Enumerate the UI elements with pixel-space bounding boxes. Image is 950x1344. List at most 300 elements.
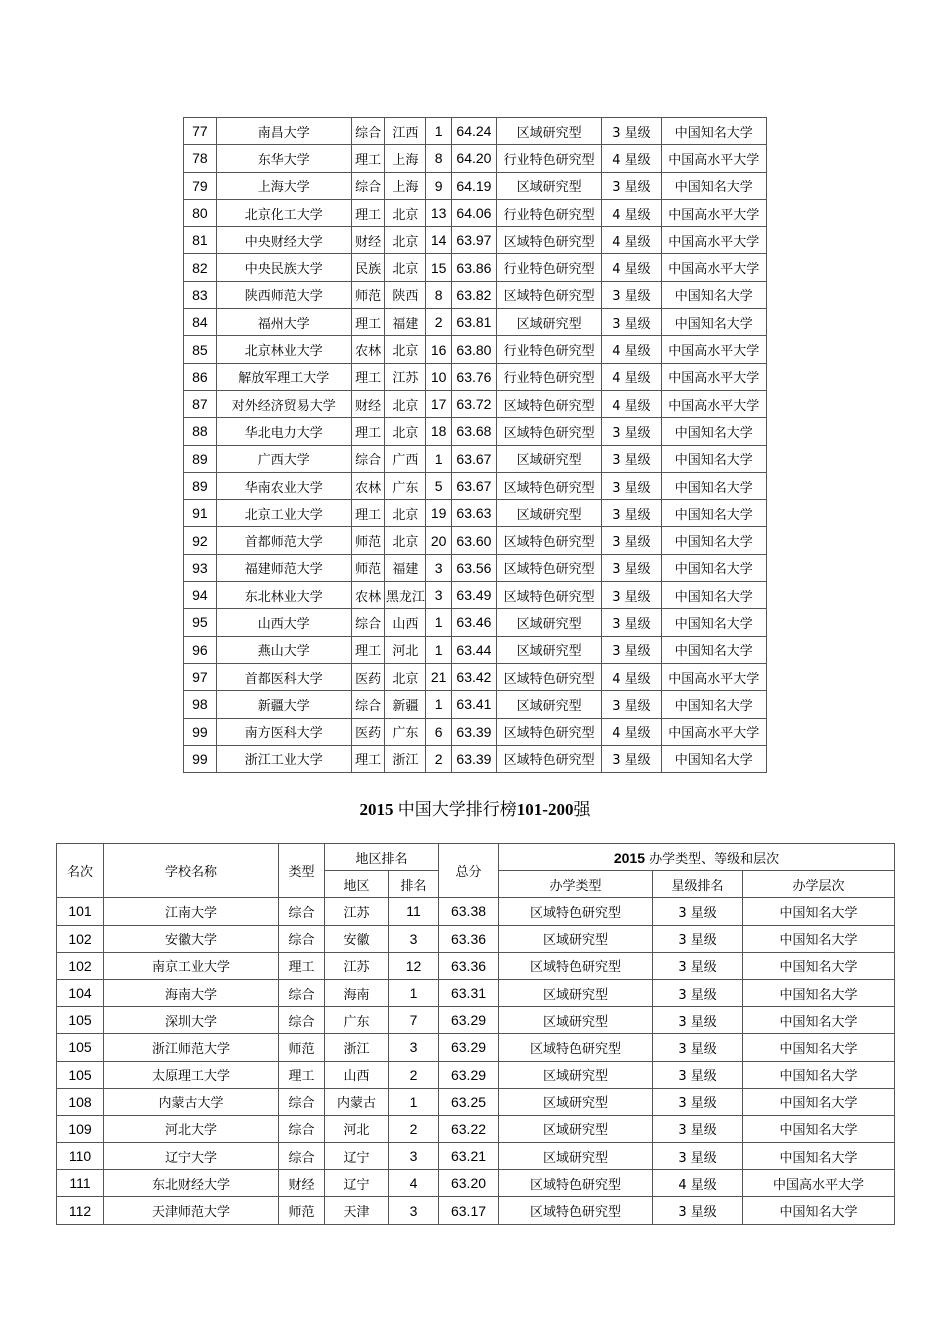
table-row bbox=[57, 952, 895, 979]
level-cell: 中国知名大学 bbox=[661, 554, 766, 581]
star-cell: 3 星级 bbox=[602, 445, 661, 472]
school-name-cell: 太原理工大学 bbox=[104, 1061, 279, 1088]
rank-cell: 98 bbox=[184, 691, 217, 718]
table-row bbox=[184, 636, 767, 663]
rank-cell: 97 bbox=[184, 663, 217, 690]
rank-cell: 92 bbox=[184, 527, 217, 554]
regional-rank-cell: 6 bbox=[426, 718, 452, 745]
ranking-table-body bbox=[57, 898, 895, 1224]
region-cell: 广东 bbox=[385, 718, 426, 745]
school-name-cell: 上海大学 bbox=[216, 172, 351, 199]
level-cell: 中国知名大学 bbox=[661, 281, 766, 308]
rank-cell: 105 bbox=[57, 1061, 104, 1088]
type-cell: 综合 bbox=[351, 118, 385, 145]
level-cell: 中国知名大学 bbox=[661, 691, 766, 718]
rank-cell: 89 bbox=[184, 472, 217, 499]
table-row bbox=[57, 1034, 895, 1061]
rank-cell: 94 bbox=[184, 582, 217, 609]
regional-rank-cell: 3 bbox=[389, 1143, 439, 1170]
table-row bbox=[57, 898, 895, 925]
type-cell: 医药 bbox=[351, 663, 385, 690]
type-cell: 财经 bbox=[351, 227, 385, 254]
score-cell: 63.17 bbox=[439, 1197, 499, 1224]
star-cell: 3 星级 bbox=[602, 636, 661, 663]
score-cell: 63.68 bbox=[451, 418, 496, 445]
school-type-cell: 区域特色研究型 bbox=[496, 718, 601, 745]
school-name-cell: 深圳大学 bbox=[104, 1007, 279, 1034]
school-name-cell: 解放军理工大学 bbox=[216, 363, 351, 390]
star-cell: 3 星级 bbox=[653, 1143, 743, 1170]
region-cell: 山西 bbox=[385, 609, 426, 636]
regional-rank-cell: 3 bbox=[389, 925, 439, 952]
type-cell: 综合 bbox=[279, 1088, 325, 1115]
star-cell: 3 星级 bbox=[602, 500, 661, 527]
score-cell: 63.25 bbox=[439, 1088, 499, 1115]
school-name-cell: 首都师范大学 bbox=[216, 527, 351, 554]
header-group bbox=[499, 844, 895, 871]
score-cell: 63.39 bbox=[451, 745, 496, 772]
school-name-cell: 华北电力大学 bbox=[216, 418, 351, 445]
level-cell: 中国高水平大学 bbox=[661, 663, 766, 690]
region-cell: 陕西 bbox=[385, 281, 426, 308]
regional-rank-cell: 19 bbox=[426, 500, 452, 527]
level-cell: 中国知名大学 bbox=[661, 118, 766, 145]
school-type-cell: 区域研究型 bbox=[496, 172, 601, 199]
type-cell: 综合 bbox=[279, 1143, 325, 1170]
level-cell: 中国高水平大学 bbox=[661, 199, 766, 226]
star-cell: 4 星级 bbox=[602, 199, 661, 226]
region-cell: 黑龙江 bbox=[385, 582, 426, 609]
type-cell: 师范 bbox=[279, 1034, 325, 1061]
star-cell: 4 星级 bbox=[602, 363, 661, 390]
star-cell: 3 星级 bbox=[653, 925, 743, 952]
school-type-cell: 区域特色研究型 bbox=[499, 952, 653, 979]
school-name-cell: 对外经济贸易大学 bbox=[216, 390, 351, 417]
table-header bbox=[57, 844, 895, 898]
region-cell: 广西 bbox=[385, 445, 426, 472]
type-cell: 师范 bbox=[279, 1197, 325, 1224]
score-cell: 63.36 bbox=[439, 925, 499, 952]
header-rank: 名次 bbox=[57, 844, 104, 898]
rank-cell: 99 bbox=[184, 718, 217, 745]
region-cell: 北京 bbox=[385, 500, 426, 527]
score-cell: 63.76 bbox=[451, 363, 496, 390]
school-name-cell: 南昌大学 bbox=[216, 118, 351, 145]
header-type: 类型 bbox=[279, 844, 325, 898]
section-title-range: 101-200 bbox=[516, 800, 574, 819]
table-row bbox=[57, 1143, 895, 1170]
star-cell: 4 星级 bbox=[602, 718, 661, 745]
type-cell: 理工 bbox=[351, 363, 385, 390]
star-cell: 3 星级 bbox=[602, 418, 661, 445]
school-type-cell: 区域特色研究型 bbox=[496, 745, 601, 772]
table-row bbox=[184, 390, 767, 417]
star-cell: 3 星级 bbox=[653, 952, 743, 979]
regional-rank-cell: 8 bbox=[426, 145, 452, 172]
regional-rank-cell: 2 bbox=[426, 745, 452, 772]
score-cell: 63.81 bbox=[451, 309, 496, 336]
star-cell: 3 星级 bbox=[602, 691, 661, 718]
table-row bbox=[57, 1007, 895, 1034]
regional-rank-cell: 11 bbox=[389, 898, 439, 925]
regional-rank-cell: 2 bbox=[389, 1061, 439, 1088]
star-cell: 3 星级 bbox=[653, 1034, 743, 1061]
rank-cell: 87 bbox=[184, 390, 217, 417]
school-type-cell: 区域研究型 bbox=[496, 691, 601, 718]
school-name-cell: 内蒙古大学 bbox=[104, 1088, 279, 1115]
rank-cell: 105 bbox=[57, 1007, 104, 1034]
level-cell: 中国知名大学 bbox=[661, 582, 766, 609]
type-cell: 民族 bbox=[351, 254, 385, 281]
score-cell: 63.49 bbox=[451, 582, 496, 609]
school-type-cell: 区域特色研究型 bbox=[496, 582, 601, 609]
score-cell: 64.19 bbox=[451, 172, 496, 199]
rank-cell: 111 bbox=[57, 1170, 104, 1197]
school-name-cell: 东北林业大学 bbox=[216, 582, 351, 609]
regional-rank-cell: 1 bbox=[389, 979, 439, 1006]
score-cell: 63.36 bbox=[439, 952, 499, 979]
school-name-cell: 华南农业大学 bbox=[216, 472, 351, 499]
score-cell: 63.44 bbox=[451, 636, 496, 663]
type-cell: 农林 bbox=[351, 582, 385, 609]
star-cell: 3 星级 bbox=[602, 281, 661, 308]
regional-rank-cell: 1 bbox=[426, 118, 452, 145]
level-cell: 中国知名大学 bbox=[743, 1007, 895, 1034]
region-cell: 安徽 bbox=[325, 925, 389, 952]
school-type-cell: 区域特色研究型 bbox=[499, 1170, 653, 1197]
rank-cell: 79 bbox=[184, 172, 217, 199]
school-name-cell: 海南大学 bbox=[104, 979, 279, 1006]
score-cell: 64.24 bbox=[451, 118, 496, 145]
regional-rank-cell: 1 bbox=[426, 691, 452, 718]
score-cell: 64.20 bbox=[451, 145, 496, 172]
score-cell: 63.42 bbox=[451, 663, 496, 690]
score-cell: 63.72 bbox=[451, 390, 496, 417]
ranking-table-101-112 bbox=[56, 843, 895, 1225]
rank-cell: 82 bbox=[184, 254, 217, 281]
header-region-rank: 地区排名 bbox=[325, 844, 439, 871]
regional-rank-cell: 10 bbox=[426, 363, 452, 390]
rank-cell: 88 bbox=[184, 418, 217, 445]
school-type-cell: 区域研究型 bbox=[499, 979, 653, 1006]
score-cell: 63.56 bbox=[451, 554, 496, 581]
regional-rank-cell: 15 bbox=[426, 254, 452, 281]
level-cell: 中国知名大学 bbox=[743, 952, 895, 979]
star-cell: 3 星级 bbox=[602, 472, 661, 499]
star-cell: 3 星级 bbox=[653, 1197, 743, 1224]
type-cell: 理工 bbox=[351, 745, 385, 772]
region-cell: 浙江 bbox=[325, 1034, 389, 1061]
region-cell: 福建 bbox=[385, 554, 426, 581]
rank-cell: 80 bbox=[184, 199, 217, 226]
school-type-cell: 区域研究型 bbox=[499, 1061, 653, 1088]
score-cell: 63.29 bbox=[439, 1007, 499, 1034]
table-row bbox=[184, 609, 767, 636]
level-cell: 中国知名大学 bbox=[743, 979, 895, 1006]
school-type-cell: 区域研究型 bbox=[496, 609, 601, 636]
regional-rank-cell: 7 bbox=[389, 1007, 439, 1034]
level-cell: 中国知名大学 bbox=[743, 1061, 895, 1088]
school-type-cell: 区域研究型 bbox=[496, 500, 601, 527]
level-cell: 中国高水平大学 bbox=[661, 254, 766, 281]
region-cell: 北京 bbox=[385, 227, 426, 254]
school-name-cell: 浙江工业大学 bbox=[216, 745, 351, 772]
rank-cell: 102 bbox=[57, 952, 104, 979]
school-name-cell: 河北大学 bbox=[104, 1115, 279, 1142]
score-cell: 63.86 bbox=[451, 254, 496, 281]
school-type-cell: 区域特色研究型 bbox=[496, 418, 601, 445]
regional-rank-cell: 8 bbox=[426, 281, 452, 308]
level-cell: 中国知名大学 bbox=[661, 609, 766, 636]
type-cell: 理工 bbox=[351, 418, 385, 445]
rank-cell: 99 bbox=[184, 745, 217, 772]
level-cell: 中国高水平大学 bbox=[661, 336, 766, 363]
star-cell: 3 星级 bbox=[653, 1007, 743, 1034]
regional-rank-cell: 9 bbox=[426, 172, 452, 199]
star-cell: 4 星级 bbox=[602, 227, 661, 254]
level-cell: 中国知名大学 bbox=[661, 472, 766, 499]
type-cell: 综合 bbox=[351, 172, 385, 199]
regional-rank-cell: 3 bbox=[389, 1034, 439, 1061]
regional-rank-cell: 12 bbox=[389, 952, 439, 979]
ranking-table-body bbox=[184, 118, 767, 773]
table-row bbox=[184, 745, 767, 772]
school-type-cell: 区域研究型 bbox=[499, 1115, 653, 1142]
school-type-cell: 行业特色研究型 bbox=[496, 145, 601, 172]
school-name-cell: 新疆大学 bbox=[216, 691, 351, 718]
score-cell: 63.60 bbox=[451, 527, 496, 554]
star-cell: 3 星级 bbox=[653, 1061, 743, 1088]
level-cell: 中国知名大学 bbox=[661, 636, 766, 663]
rank-cell: 85 bbox=[184, 336, 217, 363]
school-type-cell: 行业特色研究型 bbox=[496, 336, 601, 363]
rank-cell: 78 bbox=[184, 145, 217, 172]
school-type-cell: 区域特色研究型 bbox=[496, 663, 601, 690]
region-cell: 河北 bbox=[385, 636, 426, 663]
level-cell: 中国高水平大学 bbox=[661, 718, 766, 745]
region-cell: 上海 bbox=[385, 172, 426, 199]
regional-rank-cell: 2 bbox=[389, 1115, 439, 1142]
score-cell: 63.63 bbox=[451, 500, 496, 527]
level-cell: 中国知名大学 bbox=[661, 500, 766, 527]
type-cell: 医药 bbox=[351, 718, 385, 745]
regional-rank-cell: 14 bbox=[426, 227, 452, 254]
table-row bbox=[184, 118, 767, 145]
star-cell: 3 星级 bbox=[602, 554, 661, 581]
table-row bbox=[57, 1170, 895, 1197]
table-row bbox=[184, 418, 767, 445]
school-type-cell: 区域特色研究型 bbox=[496, 527, 601, 554]
type-cell: 师范 bbox=[351, 281, 385, 308]
type-cell: 综合 bbox=[279, 1007, 325, 1034]
table-row bbox=[184, 527, 767, 554]
star-cell: 3 星级 bbox=[602, 582, 661, 609]
type-cell: 理工 bbox=[351, 500, 385, 527]
level-cell: 中国知名大学 bbox=[743, 1115, 895, 1142]
region-cell: 海南 bbox=[325, 979, 389, 1006]
star-cell: 4 星级 bbox=[653, 1170, 743, 1197]
school-name-cell: 浙江师范大学 bbox=[104, 1034, 279, 1061]
type-cell: 综合 bbox=[351, 691, 385, 718]
school-type-cell: 行业特色研究型 bbox=[496, 199, 601, 226]
region-cell: 上海 bbox=[385, 145, 426, 172]
rank-cell: 102 bbox=[57, 925, 104, 952]
region-cell: 北京 bbox=[385, 527, 426, 554]
regional-rank-cell: 1 bbox=[426, 636, 452, 663]
star-cell: 3 星级 bbox=[653, 898, 743, 925]
type-cell: 师范 bbox=[351, 554, 385, 581]
school-name-cell: 北京化工大学 bbox=[216, 199, 351, 226]
type-cell: 理工 bbox=[351, 145, 385, 172]
star-cell: 3 星级 bbox=[602, 118, 661, 145]
rank-cell: 81 bbox=[184, 227, 217, 254]
school-name-cell: 首都医科大学 bbox=[216, 663, 351, 690]
school-name-cell: 南方医科大学 bbox=[216, 718, 351, 745]
region-cell: 北京 bbox=[385, 199, 426, 226]
school-name-cell: 中央民族大学 bbox=[216, 254, 351, 281]
rank-cell: 101 bbox=[57, 898, 104, 925]
table-row bbox=[57, 925, 895, 952]
type-cell: 农林 bbox=[351, 472, 385, 499]
school-name-cell: 燕山大学 bbox=[216, 636, 351, 663]
school-name-cell: 陕西师范大学 bbox=[216, 281, 351, 308]
school-type-cell: 区域特色研究型 bbox=[496, 554, 601, 581]
star-cell: 3 星级 bbox=[653, 979, 743, 1006]
table-row bbox=[184, 336, 767, 363]
region-cell: 北京 bbox=[385, 663, 426, 690]
score-cell: 63.29 bbox=[439, 1061, 499, 1088]
school-name-cell: 江南大学 bbox=[104, 898, 279, 925]
star-cell: 4 星级 bbox=[602, 145, 661, 172]
school-name-cell: 辽宁大学 bbox=[104, 1143, 279, 1170]
table-row bbox=[184, 172, 767, 199]
school-type-cell: 区域特色研究型 bbox=[499, 1034, 653, 1061]
type-cell: 理工 bbox=[351, 199, 385, 226]
region-cell: 福建 bbox=[385, 309, 426, 336]
regional-rank-cell: 3 bbox=[389, 1197, 439, 1224]
type-cell: 师范 bbox=[351, 527, 385, 554]
type-cell: 理工 bbox=[351, 636, 385, 663]
level-cell: 中国知名大学 bbox=[743, 1088, 895, 1115]
level-cell: 中国知名大学 bbox=[661, 527, 766, 554]
school-type-cell: 区域特色研究型 bbox=[496, 281, 601, 308]
star-cell: 4 星级 bbox=[602, 254, 661, 281]
score-cell: 63.41 bbox=[451, 691, 496, 718]
table-row bbox=[184, 554, 767, 581]
star-cell: 3 星级 bbox=[653, 1115, 743, 1142]
table-row bbox=[184, 445, 767, 472]
regional-rank-cell: 2 bbox=[426, 309, 452, 336]
level-cell: 中国知名大学 bbox=[661, 445, 766, 472]
region-cell: 辽宁 bbox=[325, 1170, 389, 1197]
regional-rank-cell: 1 bbox=[389, 1088, 439, 1115]
school-name-cell: 南京工业大学 bbox=[104, 952, 279, 979]
school-type-cell: 区域特色研究型 bbox=[499, 1197, 653, 1224]
score-cell: 63.39 bbox=[451, 718, 496, 745]
regional-rank-cell: 18 bbox=[426, 418, 452, 445]
type-cell: 理工 bbox=[351, 309, 385, 336]
school-type-cell: 区域研究型 bbox=[496, 309, 601, 336]
rank-cell: 104 bbox=[57, 979, 104, 1006]
regional-rank-cell: 16 bbox=[426, 336, 452, 363]
region-cell: 辽宁 bbox=[325, 1143, 389, 1170]
region-cell: 新疆 bbox=[385, 691, 426, 718]
school-name-cell: 北京林业大学 bbox=[216, 336, 351, 363]
score-cell: 63.80 bbox=[451, 336, 496, 363]
school-type-cell: 区域研究型 bbox=[499, 925, 653, 952]
level-cell: 中国高水平大学 bbox=[661, 363, 766, 390]
score-cell: 63.22 bbox=[439, 1115, 499, 1142]
level-cell: 中国知名大学 bbox=[661, 745, 766, 772]
type-cell: 理工 bbox=[279, 1061, 325, 1088]
type-cell: 财经 bbox=[351, 390, 385, 417]
star-cell: 3 星级 bbox=[602, 527, 661, 554]
table-row bbox=[184, 145, 767, 172]
level-cell: 中国知名大学 bbox=[743, 1143, 895, 1170]
score-cell: 63.46 bbox=[451, 609, 496, 636]
table-row bbox=[57, 1088, 895, 1115]
regional-rank-cell: 21 bbox=[426, 663, 452, 690]
regional-rank-cell: 1 bbox=[426, 445, 452, 472]
rank-cell: 110 bbox=[57, 1143, 104, 1170]
score-cell: 64.06 bbox=[451, 199, 496, 226]
school-name-cell: 安徽大学 bbox=[104, 925, 279, 952]
header-school: 学校名称 bbox=[104, 844, 279, 898]
score-cell: 63.38 bbox=[439, 898, 499, 925]
region-cell: 江苏 bbox=[325, 952, 389, 979]
header-region: 地区 bbox=[325, 871, 389, 898]
region-cell: 江西 bbox=[385, 118, 426, 145]
school-name-cell: 东北财经大学 bbox=[104, 1170, 279, 1197]
ranking-table-77-99 bbox=[183, 117, 767, 773]
school-type-cell: 区域特色研究型 bbox=[499, 898, 653, 925]
level-cell: 中国高水平大学 bbox=[661, 390, 766, 417]
school-type-cell: 区域特色研究型 bbox=[496, 390, 601, 417]
type-cell: 财经 bbox=[279, 1170, 325, 1197]
rank-cell: 93 bbox=[184, 554, 217, 581]
level-cell: 中国知名大学 bbox=[661, 309, 766, 336]
region-cell: 浙江 bbox=[385, 745, 426, 772]
header-group-year: 2015 bbox=[613, 849, 646, 866]
table-row bbox=[184, 718, 767, 745]
section-title-year: 2015 bbox=[359, 800, 394, 819]
school-type-cell: 区域特色研究型 bbox=[496, 472, 601, 499]
regional-rank-cell: 13 bbox=[426, 199, 452, 226]
regional-rank-cell: 1 bbox=[426, 609, 452, 636]
star-cell: 4 星级 bbox=[602, 663, 661, 690]
table-row bbox=[57, 979, 895, 1006]
level-cell: 中国高水平大学 bbox=[743, 1170, 895, 1197]
school-type-cell: 区域研究型 bbox=[499, 1143, 653, 1170]
rank-cell: 109 bbox=[57, 1115, 104, 1142]
star-cell: 3 星级 bbox=[602, 309, 661, 336]
table-row bbox=[57, 1061, 895, 1088]
region-cell: 天津 bbox=[325, 1197, 389, 1224]
table-row bbox=[184, 363, 767, 390]
table-row bbox=[184, 500, 767, 527]
score-cell: 63.29 bbox=[439, 1034, 499, 1061]
level-cell: 中国知名大学 bbox=[743, 898, 895, 925]
regional-rank-cell: 20 bbox=[426, 527, 452, 554]
rank-cell: 91 bbox=[184, 500, 217, 527]
star-cell: 4 星级 bbox=[602, 390, 661, 417]
rank-cell: 86 bbox=[184, 363, 217, 390]
type-cell: 综合 bbox=[279, 898, 325, 925]
level-cell: 中国高水平大学 bbox=[661, 145, 766, 172]
level-cell: 中国知名大学 bbox=[661, 172, 766, 199]
school-name-cell: 北京工业大学 bbox=[216, 500, 351, 527]
header-regional-rank: 排名 bbox=[389, 871, 439, 898]
